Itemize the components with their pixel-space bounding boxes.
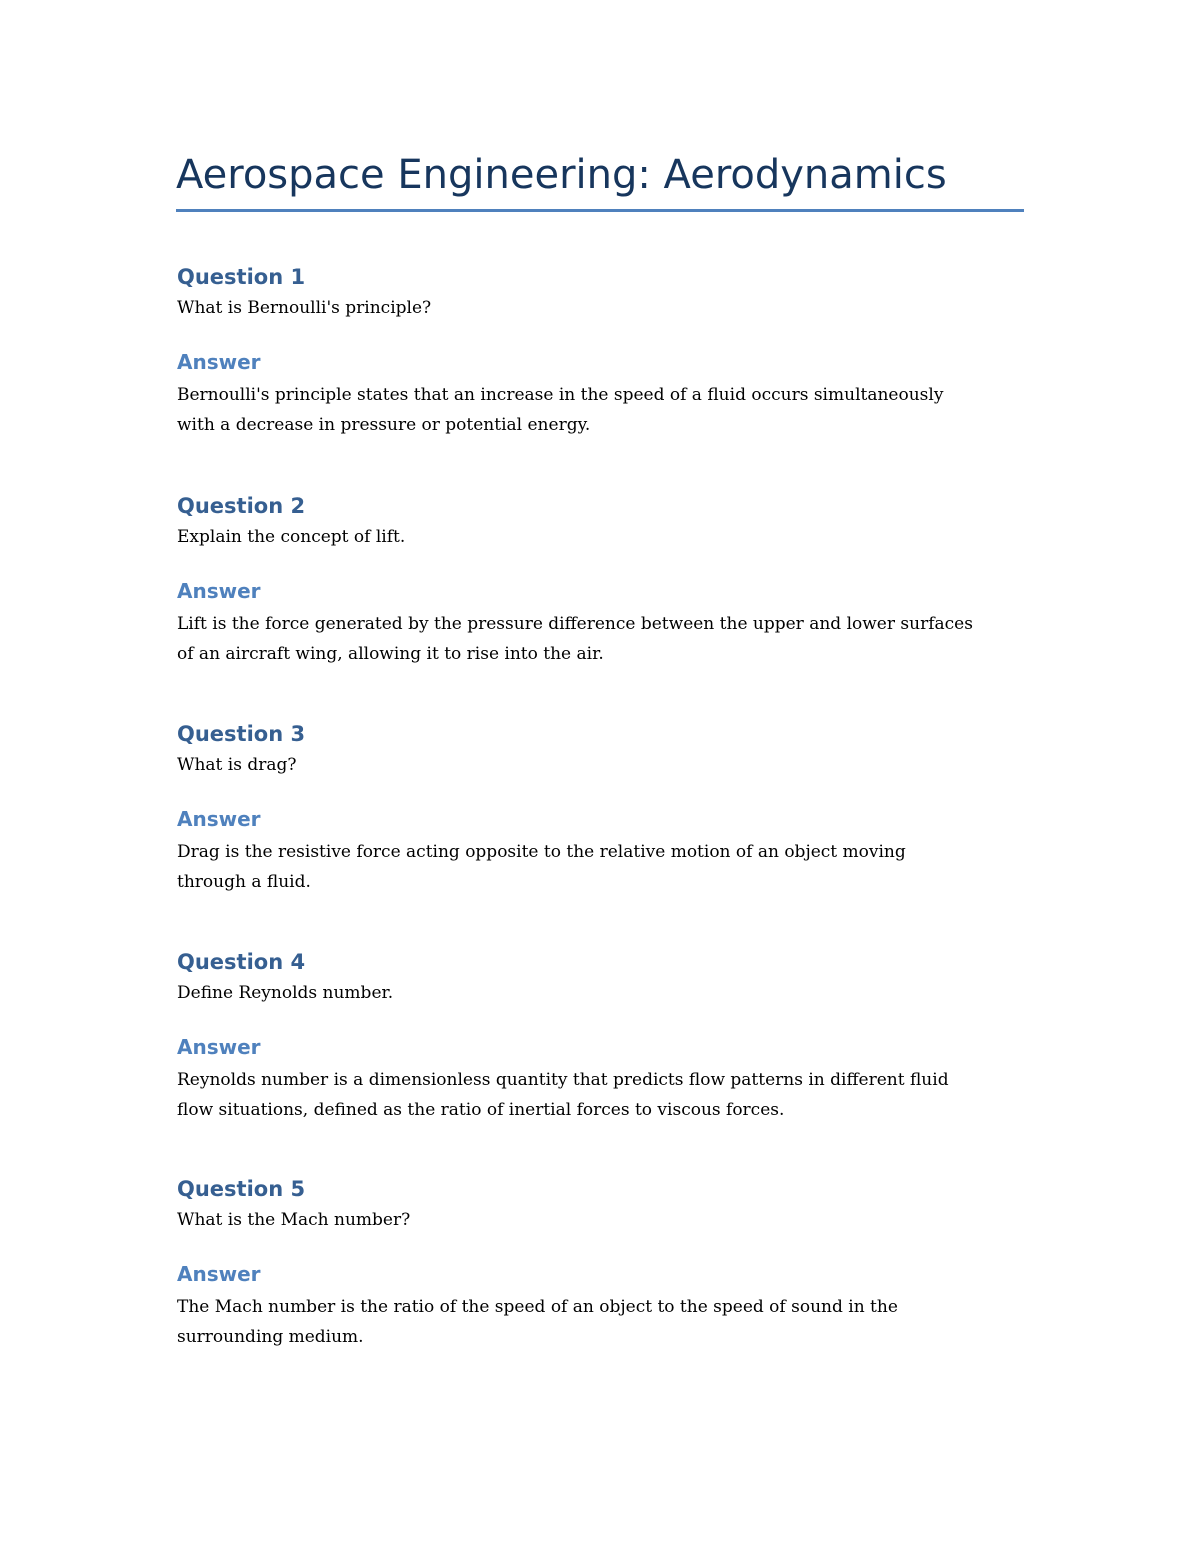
question-text: What is Bernoulli's principle? — [177, 298, 432, 318]
answer-heading: Answer — [177, 350, 261, 374]
answer-heading: Answer — [177, 1035, 261, 1059]
question-text: Define Reynolds number. — [177, 983, 394, 1003]
question-text: Explain the concept of lift. — [177, 527, 406, 547]
question-text: What is the Mach number? — [177, 1210, 411, 1230]
answer-heading: Answer — [177, 1262, 261, 1286]
answer-line: Lift is the force generated by the pressure difference between the upper and lower surfaces — [177, 614, 973, 634]
document-title: Aerospace Engineering: Aerodynamics — [176, 152, 947, 198]
answer-line: through a fluid. — [177, 872, 311, 892]
answer-line: with a decrease in pressure or potential energy. — [177, 415, 591, 435]
answer-line: Reynolds number is a dimensionless quantity that predicts flow patterns in different fluid — [177, 1070, 949, 1090]
answer-text — [177, 380, 1025, 440]
answer-line: Drag is the resistive force acting opposite to the relative motion of an object moving — [177, 842, 906, 862]
answer-line: Bernoulli's principle states that an increase in the speed of a fluid occurs simultaneously — [177, 385, 944, 405]
answer-text — [177, 609, 1025, 669]
question-heading: Question 5 — [177, 1177, 306, 1201]
question-heading: Question 4 — [177, 950, 306, 974]
answer-text — [177, 1292, 1025, 1352]
question-heading: Question 1 — [177, 265, 306, 289]
answer-line: of an aircraft wing, allowing it to rise into the air. — [177, 644, 604, 664]
question-text: What is drag? — [177, 755, 297, 775]
answer-text — [177, 837, 1025, 897]
answer-line: flow situations, defined as the ratio of inertial forces to viscous forces. — [177, 1100, 785, 1120]
answer-line: The Mach number is the ratio of the speed of an object to the speed of sound in the — [177, 1297, 898, 1317]
question-heading: Question 2 — [177, 494, 306, 518]
answer-line: surrounding medium. — [177, 1327, 364, 1347]
question-heading: Question 3 — [177, 722, 306, 746]
answer-heading: Answer — [177, 579, 261, 603]
title-underline — [176, 209, 1024, 212]
answer-text — [177, 1065, 1025, 1125]
answer-heading: Answer — [177, 807, 261, 831]
